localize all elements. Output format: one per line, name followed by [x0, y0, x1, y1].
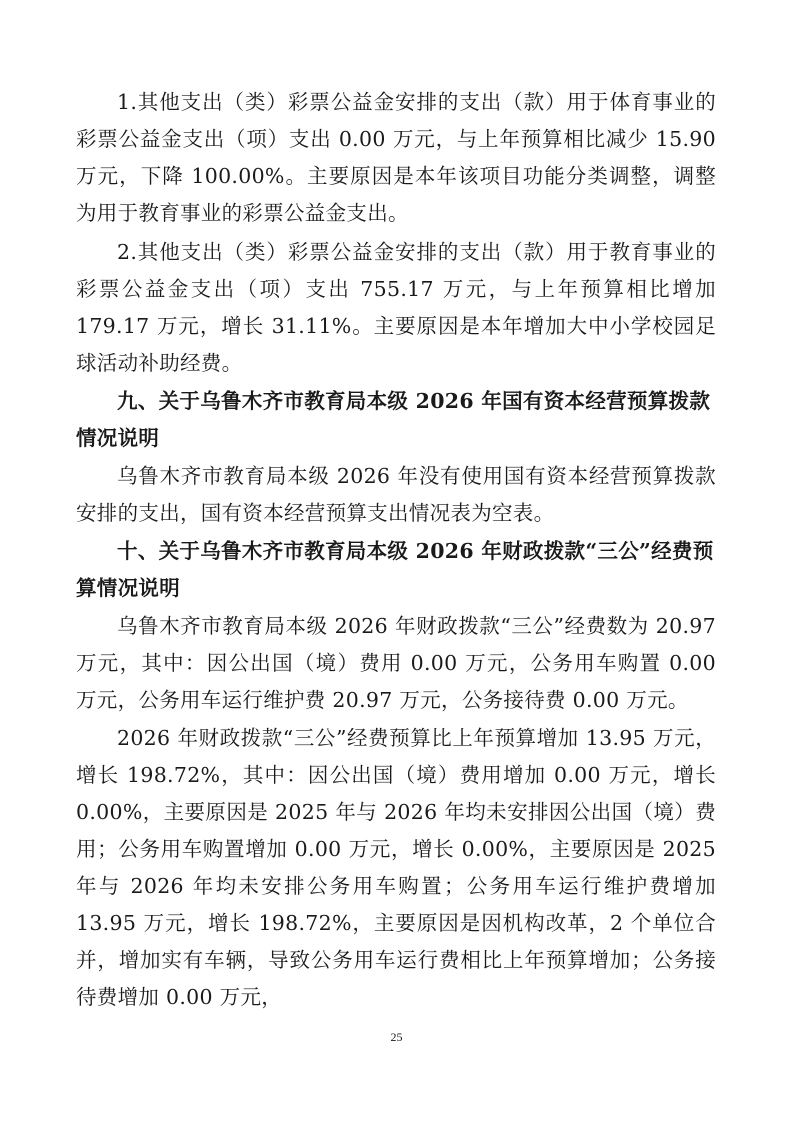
paragraph-state-capital: 乌鲁木齐市教育局本级 2026 年没有使用国有资本经营预算拨款安排的支出，国有资本经营预算支出情况表为空表。: [76, 464, 716, 525]
paragraph-three-public-change: 2026 年财政拨款“三公”经费预算比上年预算增加 13.95 万元，增长 198.72%，其中：因公出国（境）费用增加 0.00 万元，增长 0.00%，主要原因是 2025 年与 2026 年均未安排因公出国（境）费用；公务用车购置增加 0.00 万元，增长 0.00%，主要原因是 2025 年与 2026 年均未安排公务用车购置；公务用车运行维护费增加 13.95 万元，增长 198.72%，主要原因是因机构改革，2 个单位合并，增加实有车辆，导致公务用车运行费相比上年预算增加；公务接待费增加 0.00 万元，: [76, 726, 716, 1009]
section-heading-state-capital: 九、关于乌鲁木齐市教育局本级 2026 年国有资本经营预算拨款情况说明: [76, 389, 711, 450]
section-heading-three-public: 十、关于乌鲁木齐市教育局本级 2026 年财政拨款“三公”经费预算情况说明: [76, 539, 714, 600]
paragraph-lottery-education: 2.其他支出（类）彩票公益金安排的支出（款）用于教育事业的彩票公益金支出（项）支出 755.17 万元，与上年预算相比增加 179.17 万元，增长 31.11%。主要原因是本年增加大中小学校园足球活动补助经费。: [76, 240, 716, 375]
paragraph-lottery-sports: 1.其他支出（类）彩票公益金安排的支出（款）用于体育事业的彩票公益金支出（项）支出 0.00 万元，与上年预算相比减少 15.90 万元，下降 100.00%。主要原因是本年该项目功能分类调整，调整为用于教育事业的彩票公益金支出。: [76, 90, 716, 225]
paragraph-three-public-total: 乌鲁木齐市教育局本级 2026 年财政拨款“三公”经费数为 20.97 万元，其中：因公出国（境）费用 0.00 万元，公务用车购置 0.00 万元，公务用车运行维护费 20.97 万元，公务接待费 0.00 万元。: [76, 614, 716, 712]
page-number: 25: [390, 1030, 403, 1044]
